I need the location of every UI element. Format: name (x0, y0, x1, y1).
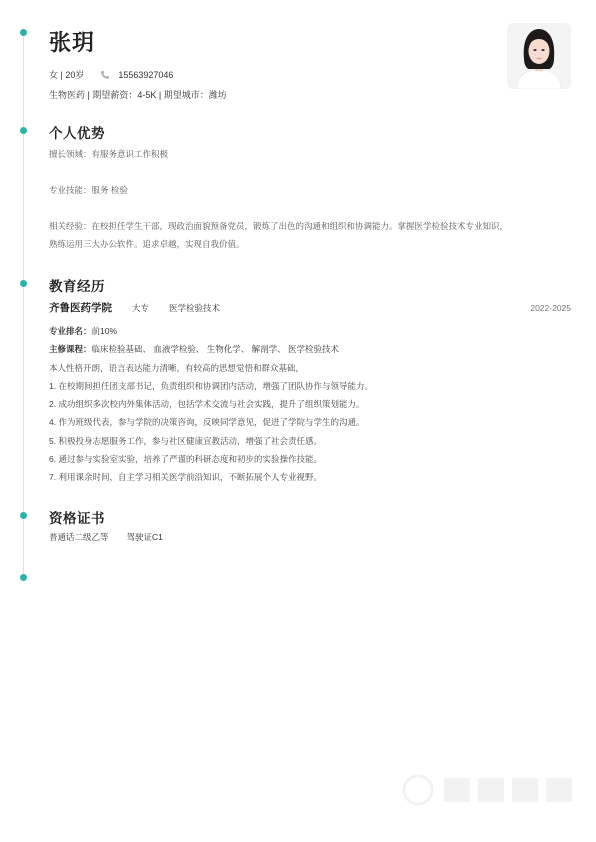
courses-value: 临床检验基础、 血液学检验、 生物化学、 解剖学、 医学检验技术 (91, 344, 339, 355)
section-title-education: 教育经历 (49, 279, 105, 294)
degree: 大专 (132, 303, 150, 313)
main-courses (49, 340, 373, 358)
timeline-dot (20, 574, 27, 581)
certificate-item: 驾驶证C1 (126, 532, 163, 542)
watermark-logo (400, 770, 580, 810)
list-item: 7. 利用课余时间，自主学习相关医学前沿知识，不断拓展个人专业视野。 (49, 472, 322, 483)
list-item: 本人性格开朗，语言表达能力清晰，有较高的思想觉悟和群众基础， (49, 362, 305, 373)
timeline-line (23, 32, 24, 578)
rank-value: 前10% (91, 326, 118, 336)
education-header (49, 300, 571, 315)
advantage-experience-line-1: 相关经验：在校担任学生干部，现政治面貌预备党员，锻炼了出色的沟通和组织和协调能力。掌握医学检验技术专业知识， (49, 221, 509, 231)
section-title-certificates: 资格证书 (49, 511, 105, 526)
courses-label: 主修课程： (49, 344, 92, 355)
school-name: 齐鲁医药学院 (49, 302, 112, 314)
list-item: 1. 在校期间担任团支部书记，负责组织和协调团内活动，增强了团队协作与领导能力。 (49, 380, 373, 391)
candidate-name: 张玥 (49, 30, 96, 55)
advantage-skills: 专业技能：服务 检验 (49, 185, 128, 195)
major: 医学检验技术 (169, 303, 221, 313)
timeline-dot (20, 512, 27, 519)
rank-label: 专业排名： (49, 326, 92, 336)
education-period: 2022-2025 (530, 303, 571, 313)
basic-info-row (49, 68, 173, 81)
phone-icon (100, 70, 110, 80)
list-item: 2. 成功组织多次校内外集体活动，包括学术交流与社会实践，提升了组织策划能力。 (49, 399, 365, 410)
gender-age: 女 | 20岁 (49, 70, 85, 80)
list-item: 6. 通过参与实验室实验，培养了严谨的科研态度和初步的实验操作技能。 (49, 454, 322, 465)
phone-number: 15563927046 (118, 69, 174, 80)
major-rank (49, 322, 373, 340)
advantage-field: 擅长领域：有服务意识工作积极 (49, 149, 169, 159)
avatar (507, 23, 571, 89)
list-item: 4. 作为班级代表，参与学院的决策咨询，反映同学意见，促进了学院与学生的沟通。 (49, 417, 365, 428)
timeline-dot (20, 29, 27, 36)
advantage-experience-line-2: 熟练运用三大办公软件。追求卓越，实现自我价值。 (49, 239, 245, 249)
job-intent: 生物医药 | 期望薪资：4-5K | 期望城市：潍坊 (49, 90, 227, 100)
certificate-item: 普通话二级乙等 (49, 532, 109, 542)
timeline-dot (20, 280, 27, 287)
timeline-dot (20, 127, 27, 134)
education-details (49, 322, 373, 487)
section-title-advantages: 个人优势 (49, 126, 105, 141)
list-item: 5. 积极投身志愿服务工作，参与社区健康宣教活动，增强了社会责任感。 (49, 435, 322, 446)
certificate-list (49, 531, 163, 543)
